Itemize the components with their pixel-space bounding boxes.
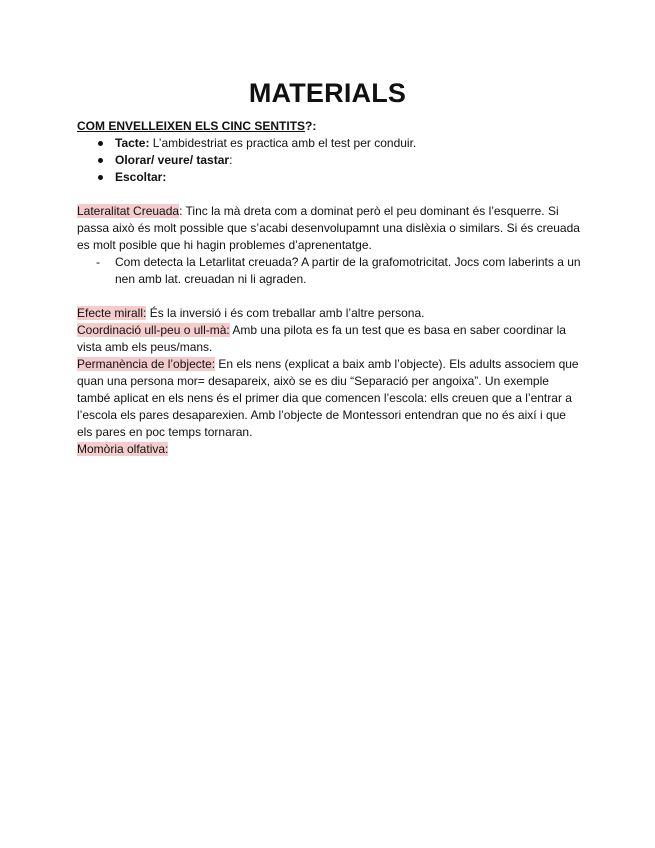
bullet-icon xyxy=(98,175,103,180)
permanencia-paragraph xyxy=(77,356,582,441)
section-heading-suffix: ?: xyxy=(305,119,317,133)
list-item-escoltar xyxy=(77,169,582,186)
permanencia-term: Permanència de l’objecte: xyxy=(77,357,216,371)
section-heading-text: COM ENVELLEIXEN ELS CINC SENTITS xyxy=(77,119,306,133)
document-body xyxy=(77,118,582,458)
list-item-label: Olorar/ veure/ tastar xyxy=(115,153,230,167)
list-item-text: L’ambidestriat es practica amb el test per conduir. xyxy=(149,136,417,150)
coordinacio-term: Coordinació ull-peu o ull-mà: xyxy=(77,323,230,337)
bullet-icon xyxy=(98,141,103,146)
list-item-olorar xyxy=(77,152,582,169)
dash-item-text: Com detecta la Letarlitat creuada? A partir de la grafomotricitat. Jocs com laberints a un nen amb lat. creuadan ni li agraden. xyxy=(115,255,581,286)
page-title: MATERIALS xyxy=(248,78,407,108)
list-item-label: Escoltar: xyxy=(115,170,167,184)
bullet-icon xyxy=(98,158,103,163)
lateralitat-text: : Tinc la mà dreta com a dominat però el peu dominant és l’esquerre. Si passa això és molt possible que s’acabi desenvolupamnt una dislèxia o similars. Si és creuada es molt posible que hi hagin problemes d’aprenentatge. xyxy=(77,204,580,252)
list-item-label: Tacte: xyxy=(115,136,150,150)
dash-marker: - xyxy=(96,255,100,269)
lateralitat-term: Lateralitat Creuada xyxy=(77,204,180,218)
list-item-text: : xyxy=(229,153,233,167)
coordinacio-text: Amb una pilota es fa un test que es basa en saber coordinar la vista amb els peus/mans. xyxy=(77,323,566,354)
efecte-paragraph xyxy=(77,305,582,322)
permanencia-text: En els nens (explicat a baix amb l’objecte). Els adults associem que quan una persona mor= desapareix, això se es diu “Separació per angoixa”. Un exemple també aplicat en els nens és el primer dia que comencen l’escola: ells creuen que a l’entrar a l’escola els pares desaparexien. Amb l’objecte de Montessori entendran que no és així i que els pares en poc temps tornaran. xyxy=(77,357,579,439)
coordinacio-paragraph xyxy=(77,322,582,356)
lateralitat-dash-item xyxy=(77,254,582,288)
memoria-paragraph xyxy=(77,441,582,458)
senses-list xyxy=(77,135,582,186)
memoria-term: Momòria olfativa: xyxy=(77,442,169,456)
efecte-text: És la inversió i és com treballar amb l’altre persona. xyxy=(146,306,425,320)
section-heading xyxy=(77,118,582,135)
lateralitat-paragraph xyxy=(77,203,582,254)
efecte-term: Efecte mirall: xyxy=(77,306,147,320)
list-item-tacte xyxy=(77,135,582,152)
